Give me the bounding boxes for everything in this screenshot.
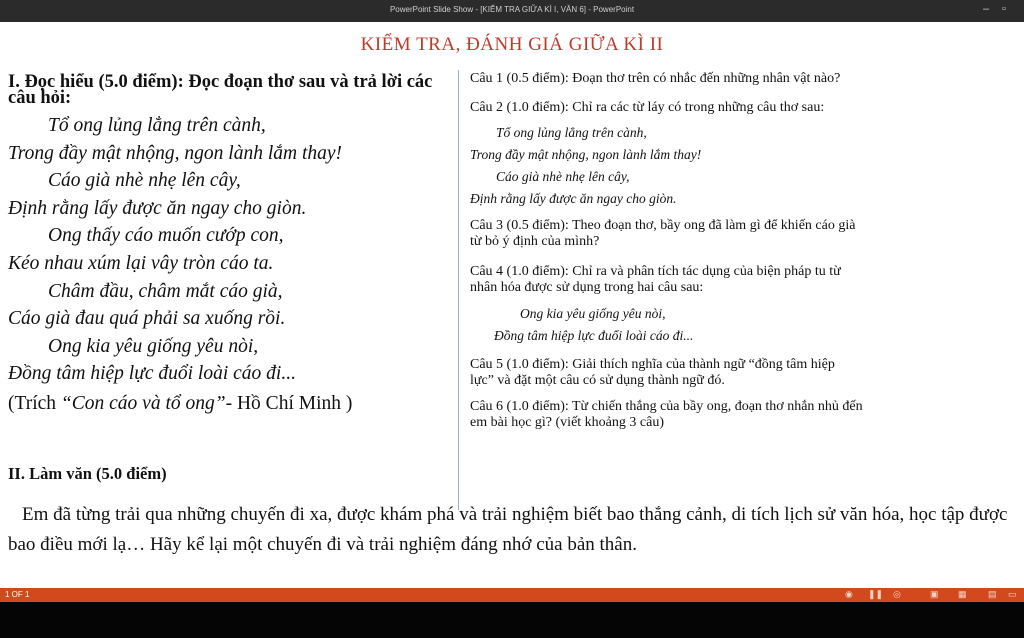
reading-view-icon[interactable]: ▤ bbox=[988, 589, 997, 599]
question-3-cont: từ bỏ ý định của mình? bbox=[470, 234, 600, 249]
restore-icon[interactable]: ▫ bbox=[1002, 3, 1006, 15]
essay-text: Em đã từng trải qua những chuyến đi xa, được khám phá và trải nghiệm biết bao thắng cảnh, di tích lịch sử văn hóa, học tập được bao điều mới lạ… Hãy kể lại một chuyến đi và trải nghiệm đáng nhớ của bản thân. bbox=[8, 504, 1008, 555]
column-divider bbox=[458, 70, 459, 510]
poem-line: Cáo già nhè nhẹ lên cây, bbox=[48, 170, 241, 192]
question-4: Câu 4 (1.0 điểm): Chỉ ra và phân tích tác dụng của biện pháp tu từ bbox=[470, 264, 841, 279]
source-prefix: (Trích bbox=[8, 392, 61, 414]
poem-line: Định rằng lấy được ăn ngay cho giòn. bbox=[8, 197, 307, 219]
part2-title: II. Làm văn (5.0 điểm) bbox=[8, 464, 167, 483]
slide-heading: KIỂM TRA, ĐÁNH GIÁ GIỮA KÌ II bbox=[360, 34, 664, 55]
slide-canvas bbox=[0, 22, 1024, 588]
poem-line: Ong thấy cáo muốn cướp con, bbox=[48, 225, 284, 247]
poem-line: Ong kia yêu giống yêu nòi, bbox=[48, 335, 259, 357]
q4-poem-line: Ong kia yêu giống yêu nòi, bbox=[520, 306, 666, 321]
q2-poem-line: Trong đầy mật nhộng, ngon lành lắm thay! bbox=[470, 147, 702, 162]
q2-poem-line: Tổ ong lủng lẳng trên cành, bbox=[496, 125, 647, 140]
slide-sorter-icon[interactable]: ▦ bbox=[958, 589, 967, 599]
poem-source bbox=[8, 390, 453, 417]
settings-icon[interactable]: ◎ bbox=[893, 589, 901, 599]
part1-title: I. Đọc hiểu (5.0 điểm): Đọc đoạn thơ sau và trả lời các câu hỏi: bbox=[8, 72, 433, 108]
question-3: Câu 3 (0.5 điểm): Theo đoạn thơ, bầy ong đã làm gì để khiến cáo già bbox=[470, 218, 856, 233]
poem-line: Cáo già đau quá phải sa xuống rồi. bbox=[8, 308, 286, 330]
question-5: Câu 5 (1.0 điểm): Giải thích nghĩa của thành ngữ “đồng tâm hiệp bbox=[470, 357, 835, 372]
question-1: Câu 1 (0.5 điểm): Đoạn thơ trên có nhắc đến những nhân vật nào? bbox=[470, 71, 841, 86]
question-6-cont: em bài học gì? (viết khoảng 3 câu) bbox=[470, 415, 664, 430]
normal-view-icon[interactable]: ▣ bbox=[930, 589, 939, 599]
reading-section bbox=[8, 70, 453, 417]
questions-section bbox=[470, 70, 1018, 431]
source-suffix: - Hồ Chí Minh ) bbox=[225, 392, 353, 414]
poem-line: Trong đầy mật nhộng, ngon lành lắm thay! bbox=[8, 142, 343, 164]
pause-icon[interactable]: ❚❚ bbox=[868, 589, 884, 599]
q4-poem-line: Đồng tâm hiệp lực đuổi loài cáo đi... bbox=[494, 328, 694, 343]
poem-line: Châm đầu, châm mắt cáo già, bbox=[48, 280, 283, 302]
screen-bottom-bar bbox=[0, 602, 1024, 638]
question-2: Câu 2 (1.0 điểm): Chỉ ra các từ láy có trong những câu thơ sau: bbox=[470, 100, 825, 115]
minimize-icon[interactable]: – bbox=[982, 3, 990, 15]
slideshow-icon[interactable]: ▭ bbox=[1008, 589, 1017, 599]
window-title: PowerPoint Slide Show - [KIỂM TRA GIỮA KÌ I, VĂN 6] - PowerPoint bbox=[389, 5, 635, 14]
question-6: Câu 6 (1.0 điểm): Từ chiến thắng của bầy ong, đoạn thơ nhắn nhủ đến bbox=[470, 399, 863, 414]
slideshow-statusbar bbox=[0, 588, 1024, 602]
q2-poem-line: Cáo già nhè nhẹ lên cây, bbox=[496, 169, 630, 184]
essay-prompt bbox=[8, 500, 1008, 560]
q2-poem-line: Định rằng lấy được ăn ngay cho giòn. bbox=[470, 191, 677, 206]
title-bar bbox=[0, 0, 1024, 22]
poem-line: Kéo nhau xúm lại vây tròn cáo ta. bbox=[8, 252, 274, 274]
record-icon[interactable]: ◉ bbox=[845, 589, 853, 599]
slide-counter: 1 OF 1 bbox=[5, 590, 30, 599]
source-title: “Con cáo và tổ ong” bbox=[60, 392, 226, 414]
question-4-cont: nhân hóa được sử dụng trong hai câu sau: bbox=[470, 280, 704, 295]
poem-line: Tổ ong lủng lẳng trên cành, bbox=[48, 115, 266, 136]
question-5-cont: lực” và đặt một câu có sử dụng thành ngữ đó. bbox=[470, 373, 725, 388]
poem-line: Đồng tâm hiệp lực đuổi loài cáo đi... bbox=[8, 363, 296, 385]
